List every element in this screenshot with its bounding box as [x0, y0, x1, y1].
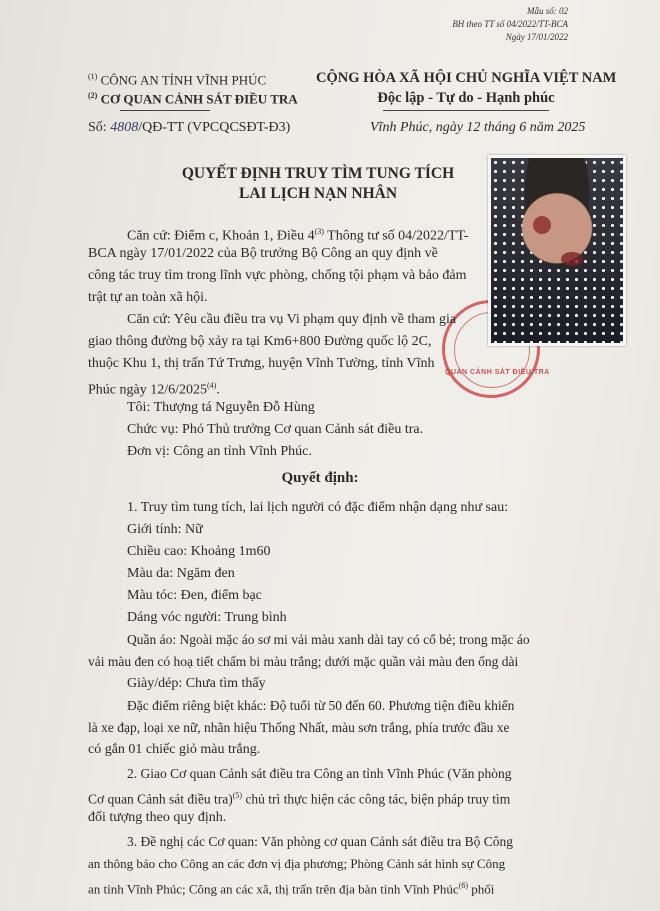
- officer-position: Chức vụ: Phó Thủ trưởng Cơ quan Cảnh sát điều tra.: [127, 422, 424, 437]
- footnote-mark: (1): [88, 72, 98, 81]
- document-number: Số: 4808/QĐ-TT (VPCQCSĐT-Đ3): [88, 120, 291, 135]
- trait-height: Chiều cao: Khoảng 1m60: [127, 544, 271, 559]
- trait-skin: Màu da: Ngăm đen: [127, 566, 235, 581]
- decision-item-2-line-2: Cơ quan Cảnh sát điều tra)$^{(5)}$ chủ trì thực hiện các công tác, biện pháp truy tìm: [88, 791, 511, 807]
- officer-unit: Đơn vị: Công an tỉnh Vĩnh Phúc.: [127, 444, 312, 459]
- decision-item-2-line-3: đối tượng theo quy định.: [88, 810, 227, 825]
- agency-name: CƠ QUAN CẢNH SÁT ĐIỀU TRA: [100, 91, 298, 107]
- org-line-2: [88, 91, 298, 107]
- decision-item-3-line-2: an thông báo cho Công an các đơn vị địa phương; Phòng Cảnh sát hình sự Công: [88, 856, 506, 871]
- basis-line-3: công tác truy tìm trong lĩnh vực phòng, chống tội phạm và bảo đảm: [88, 268, 467, 283]
- stamp-text: QUAN CẢNH SÁT ĐIỀU TRA: [445, 369, 550, 376]
- form-number: Mẫu số: 02: [527, 6, 568, 16]
- basis-line-7: thuộc Khu 1, thị trấn Tứ Trưng, huyện Vĩnh Tường, tỉnh Vĩnh: [88, 356, 435, 371]
- trait-features-1: Đặc điểm riêng biệt khác: Độ tuổi từ 50 đến 60. Phương tiện điều khiển: [127, 698, 515, 713]
- header-underline-right: [383, 110, 549, 111]
- national-motto: Độc lập - Tự do - Hạnh phúc: [377, 90, 555, 106]
- trait-shoes: Giày/dép: Chưa tìm thấy: [127, 676, 266, 691]
- org-name: CÔNG AN TỈNH VĨNH PHÚC: [100, 72, 267, 88]
- trait-features-2: là xe đạp, loại xe nữ, nhãn hiệu Thống Nhất, màu sơn trắng, phía trước đầu xe: [88, 720, 510, 735]
- decision-item-1: 1. Truy tìm tung tích, lai lịch người có đặc điểm nhận dạng như sau:: [127, 500, 509, 515]
- place-date: Vĩnh Phúc, ngày 12 tháng 6 năm 2025: [370, 120, 586, 135]
- org-line-1: [88, 72, 266, 88]
- trait-gender: Giới tính: Nữ: [127, 522, 203, 537]
- header-underline-left: [120, 110, 210, 111]
- trait-features-3: có gắn 01 chiếc giỏ màu trắng.: [88, 742, 261, 757]
- document-title-line2: LAI LỊCH NẠN NHÂN: [238, 185, 398, 202]
- footnote-mark: (2): [88, 91, 98, 100]
- trait-clothes-1: Quần áo: Ngoài mặc áo sơ mi vải màu xanh dài tay có cổ bẻ; trong mặc áo: [127, 632, 530, 647]
- trait-hair: Màu tóc: Đen, điểm bạc: [127, 588, 262, 603]
- victim-photo: [488, 155, 626, 346]
- trait-clothes-2: vải màu đen có hoạ tiết chấm bi màu trắng; dưới mặc quần vải màu đen ống dài: [88, 654, 519, 669]
- basis-line-8: Phúc ngày 12/6/2025$^{(4)}$.: [88, 381, 220, 398]
- decision-item-2-line-1: 2. Giao Cơ quan Cảnh sát điều tra Công an tỉnh Vĩnh Phúc (Văn phòng: [127, 766, 512, 781]
- basis-line-4: trật tự an toàn xã hội.: [88, 290, 208, 305]
- decision-item-3-line-3: an tỉnh Vĩnh Phúc; Công an các xã, thị trấn trên địa bàn tỉnh Vĩnh Phúc$^{(6)}$ phối: [88, 881, 495, 897]
- document-title-line1: QUYẾT ĐỊNH TRUY TÌM TUNG TÍCH: [181, 165, 455, 182]
- nation-title: CỘNG HÒA XÃ HỘI CHỦ NGHĨA VIỆT NAM: [316, 70, 617, 86]
- officer-name: Tôi: Thượng tá Nguyễn Đỗ Hùng: [127, 400, 315, 415]
- basis-line-6: giao thông đường bộ xảy ra tại Km6+800 Đường quốc lộ 2C,: [88, 334, 432, 349]
- basis-line-1: Căn cứ: Điểm c, Khoản 1, Điều 4$^{(3)}$ Thông tư số 04/2022/TT-: [127, 227, 469, 244]
- trait-build: Dáng vóc người: Trung bình: [127, 610, 287, 625]
- form-issued-with: BH theo TT số 04/2022/TT-BCA: [452, 19, 568, 29]
- decision-item-3-line-1: 3. Đề nghị các Cơ quan: Văn phòng cơ quan Cảnh sát điều tra Bộ Công: [127, 834, 513, 849]
- basis-line-2: BCA ngày 17/01/2022 của Bộ trưởng Bộ Công an quy định về: [88, 246, 438, 261]
- basis-line-5: Căn cứ: Yêu cầu điều tra vụ Vi phạm quy định về tham gia: [127, 312, 457, 327]
- handwritten-number: 4808: [110, 120, 139, 135]
- form-date: Ngày 17/01/2022: [505, 32, 568, 42]
- decision-heading: Quyết định:: [281, 470, 359, 486]
